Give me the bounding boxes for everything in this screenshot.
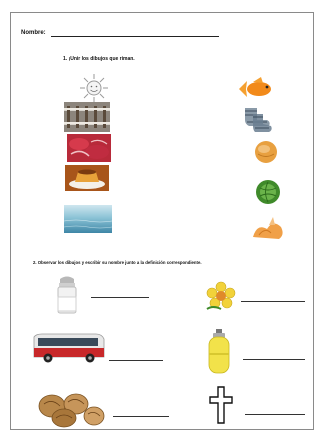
orange-peel-icon <box>251 215 285 241</box>
worksheet-page <box>10 12 314 430</box>
salt-shaker-icon <box>53 275 81 315</box>
sun-icon <box>77 73 111 103</box>
answer-line-walnuts[interactable] <box>113 416 169 417</box>
gas-cylinder-icon <box>207 329 231 375</box>
name-label: Nombre: <box>21 30 46 36</box>
flower-icon <box>201 281 241 313</box>
bus-icon <box>30 331 106 365</box>
name-field-line[interactable] <box>51 36 219 37</box>
bread-icon <box>253 139 279 165</box>
meat-image <box>67 134 111 162</box>
answer-line-salt[interactable] <box>91 297 149 298</box>
answer-line-flower[interactable] <box>241 301 305 302</box>
goldfish-icon <box>237 77 277 101</box>
answer-line-gas[interactable] <box>243 359 305 360</box>
train-tracks-image <box>64 102 110 132</box>
walnuts-icon <box>36 388 108 428</box>
socks-icon <box>241 104 273 134</box>
answer-line-bus[interactable] <box>109 360 163 361</box>
instruction-2: 2. Observar los dibujos y escribir su nombre junto a la definición correspondiente. <box>33 260 202 265</box>
sea-image <box>64 205 112 233</box>
answer-line-cross[interactable] <box>245 414 305 415</box>
instruction-1: 1. ¡Unir los dibujos que riman. <box>63 56 135 62</box>
lettuce-icon <box>255 179 281 205</box>
cross-icon <box>208 385 234 425</box>
flan-image <box>65 165 109 191</box>
